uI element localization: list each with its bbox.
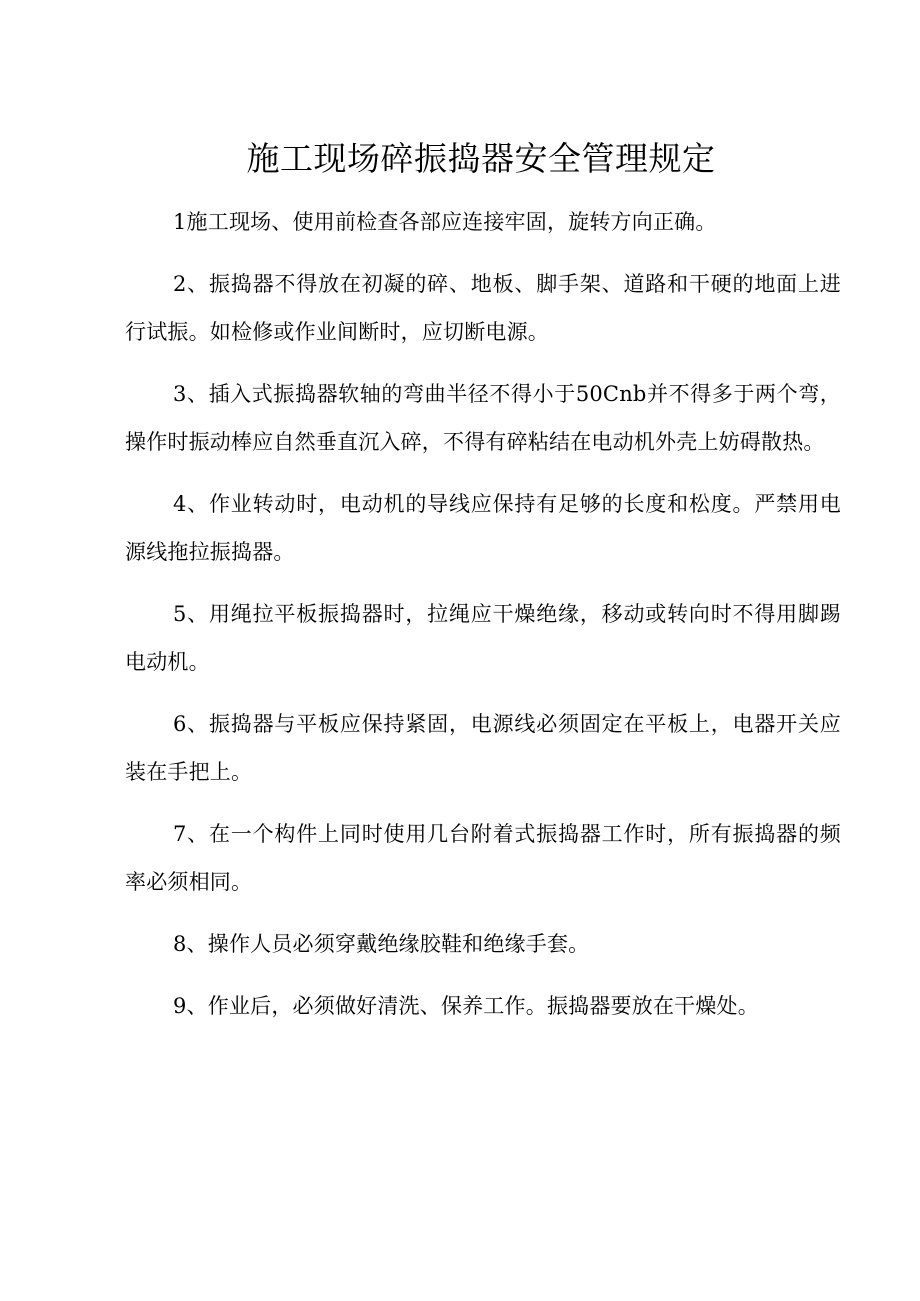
rule-paragraph-6: 6、振捣器与平板应保持紧固，电源线必须固定在平板上，电器开关应装在手把上。 [125, 712, 841, 784]
rule-paragraph-4: 4、作业转动时，电动机的导线应保持有足够的长度和松度。严禁用电源线拖拉振捣器。 [125, 492, 841, 564]
rule-paragraph-2: 2、振捣器不得放在初凝的碎、地板、脚手架、道路和干硬的地面上进行试振。如检修或作业间断时，应切断电源。 [125, 272, 841, 344]
rule-paragraph-7: 7、在一个构件上同时使用几台附着式振捣器工作时，所有振捣器的频率必须相同。 [125, 822, 841, 894]
document-body [125, 198, 841, 1044]
rule-paragraph-9: 9、作业后，必须做好清洗、保养工作。振捣器要放在干燥处。 [173, 994, 759, 1018]
rule-paragraph-5: 5、用绳拉平板振捣器时，拉绳应干燥绝缘，移动或转向时不得用脚踢电动机。 [125, 602, 841, 674]
document-title: 施工现场碎振捣器安全管理规定 [246, 139, 716, 178]
rule-paragraph-1: 1施工现场、使用前检查各部应连接牢固，旋转方向正确。 [173, 210, 717, 234]
rule-paragraph-8: 8、操作人员必须穿戴绝缘胶鞋和绝缘手套。 [173, 932, 590, 956]
rule-paragraph-3: 3、插入式振捣器软轴的弯曲半径不得小于50Cnb并不得多于两个弯，操作时振动棒应自然垂直沉入碎，不得有碎粘结在电动机外壳上妨碍散热。 [125, 382, 841, 454]
